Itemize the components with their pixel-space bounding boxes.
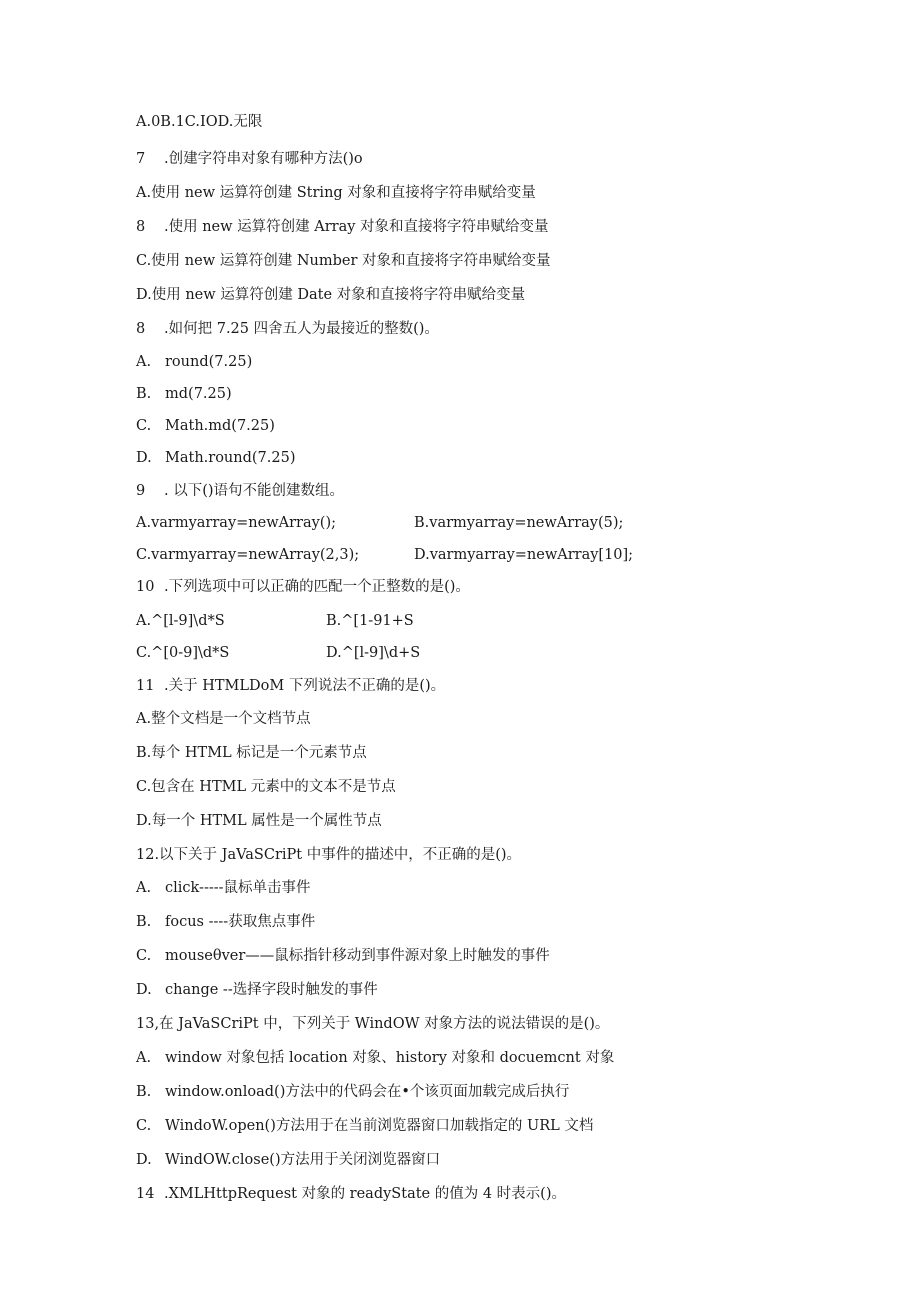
option-text: WindoW.open()方法用于在当前浏览器窗口加载指定的 URL 文档 — [165, 1118, 594, 1134]
option-label: A. — [136, 880, 152, 896]
option-label: B. — [136, 386, 152, 402]
option-d: D.使用 new 运算符创建 Date 对象和直接将字符串赋给变量 — [136, 287, 526, 303]
option-d: D.^[l-9]\d+S — [326, 645, 421, 661]
option-text: window 对象包括 location 对象、history 对象和 docuemcnt 对象 — [165, 1050, 615, 1066]
question-number: 8 — [136, 321, 146, 337]
option-text: click-----鼠标单击事件 — [165, 880, 311, 896]
option-text: round(7.25) — [165, 354, 253, 370]
option-a — [136, 878, 311, 898]
question-text: .使用 new 运算符创建 Array 对象和直接将字符串赋给变量 — [164, 219, 549, 235]
option-label: C. — [136, 948, 152, 964]
question-11 — [136, 676, 445, 696]
question-12: 12.以下关于 JaVaSCriPt 中事件的描述中，不正确的是()。 — [136, 847, 522, 863]
option-text: Math.round(7.25) — [165, 450, 296, 466]
question-8 — [136, 319, 439, 339]
option-text: WindOW.close()方法用于关闭浏览器窗口 — [165, 1152, 441, 1168]
option-label: D. — [136, 450, 152, 466]
option-label: B. — [136, 914, 152, 930]
option-text: mouseθver——鼠标指针移动到事件源对象上时触发的事件 — [165, 948, 550, 964]
option-c: C.包含在 HTML 元素中的文本不是节点 — [136, 779, 396, 795]
option-c: C.^[0-9]\d*S — [136, 645, 230, 661]
option-d — [136, 1150, 440, 1170]
option-label: A. — [136, 1050, 152, 1066]
option-label: B. — [136, 1084, 152, 1100]
option-a — [136, 352, 252, 372]
question-number: 11 — [136, 678, 155, 694]
option-a: A.整个文档是一个文档节点 — [136, 711, 311, 727]
option-a: A.^[l-9]\d*S — [136, 613, 225, 629]
question-13: 13,在 JaVaSCriPt 中，下列关于 WindOW 对象方法的说法错误的是()。 — [136, 1016, 610, 1032]
question-8-misnumbered — [136, 217, 549, 237]
question-number: 7 — [136, 151, 146, 167]
option-b: B.^[1-91+S — [326, 613, 414, 629]
option-c — [136, 1116, 593, 1136]
question-number: 8 — [136, 219, 146, 235]
option-a: A.varmyarray=newArray(); — [136, 515, 336, 531]
option-a — [136, 1048, 614, 1068]
option-text: Math.md(7.25) — [165, 418, 275, 434]
option-b — [136, 1082, 569, 1102]
question-number: 10 — [136, 579, 155, 595]
option-c: C.varmyarray=newArray(2,3); — [136, 547, 360, 563]
option-b — [136, 912, 315, 932]
question-14 — [136, 1184, 566, 1204]
question-number: 14 — [136, 1186, 155, 1202]
option-label: D. — [136, 982, 152, 998]
option-c: C.使用 new 运算符创建 Number 对象和直接将字符串赋给变量 — [136, 253, 551, 269]
option-c — [136, 416, 275, 436]
question-text: .如何把 7.25 四舍五人为最接近的整数()。 — [164, 321, 439, 337]
option-label: D. — [136, 1152, 152, 1168]
question-7 — [136, 149, 363, 169]
question-number: 9 — [136, 483, 146, 499]
option-line: A.0B.1C.IOD.无限 — [136, 114, 263, 130]
question-text: . 以下()语句不能创建数组。 — [164, 483, 345, 499]
question-9 — [136, 481, 344, 501]
option-label: A. — [136, 354, 152, 370]
question-10 — [136, 577, 470, 597]
option-d — [136, 980, 378, 1000]
question-text: .XMLHttpRequest 对象的 readyState 的值为 4 时表示()。 — [164, 1186, 566, 1202]
question-text: .创建字符串对象有哪种方法()o — [164, 151, 363, 167]
option-d: D.每一个 HTML 属性是一个属性节点 — [136, 813, 382, 829]
option-b: B.每个 HTML 标记是一个元素节点 — [136, 745, 367, 761]
option-label: C. — [136, 418, 152, 434]
option-text: focus ----获取焦点事件 — [165, 914, 316, 930]
option-b: B.varmyarray=newArray(5); — [414, 515, 624, 531]
option-label: C. — [136, 1118, 152, 1134]
option-d — [136, 448, 296, 468]
option-c — [136, 946, 550, 966]
option-text: md(7.25) — [165, 386, 232, 402]
question-text: .下列选项中可以正确的匹配一个正整数的是()。 — [164, 579, 470, 595]
option-b — [136, 384, 232, 404]
question-text: .关于 HTMLDoM 下列说法不正确的是()。 — [164, 678, 446, 694]
option-d: D.varmyarray=newArray[10]; — [414, 547, 634, 563]
option-a: A.使用 new 运算符创建 String 对象和直接将字符串赋给变量 — [136, 185, 536, 201]
option-text: window.onload()方法中的代码会在•个该页面加载完成后执行 — [165, 1084, 570, 1100]
option-text: change --选择字段时触发的事件 — [165, 982, 378, 998]
